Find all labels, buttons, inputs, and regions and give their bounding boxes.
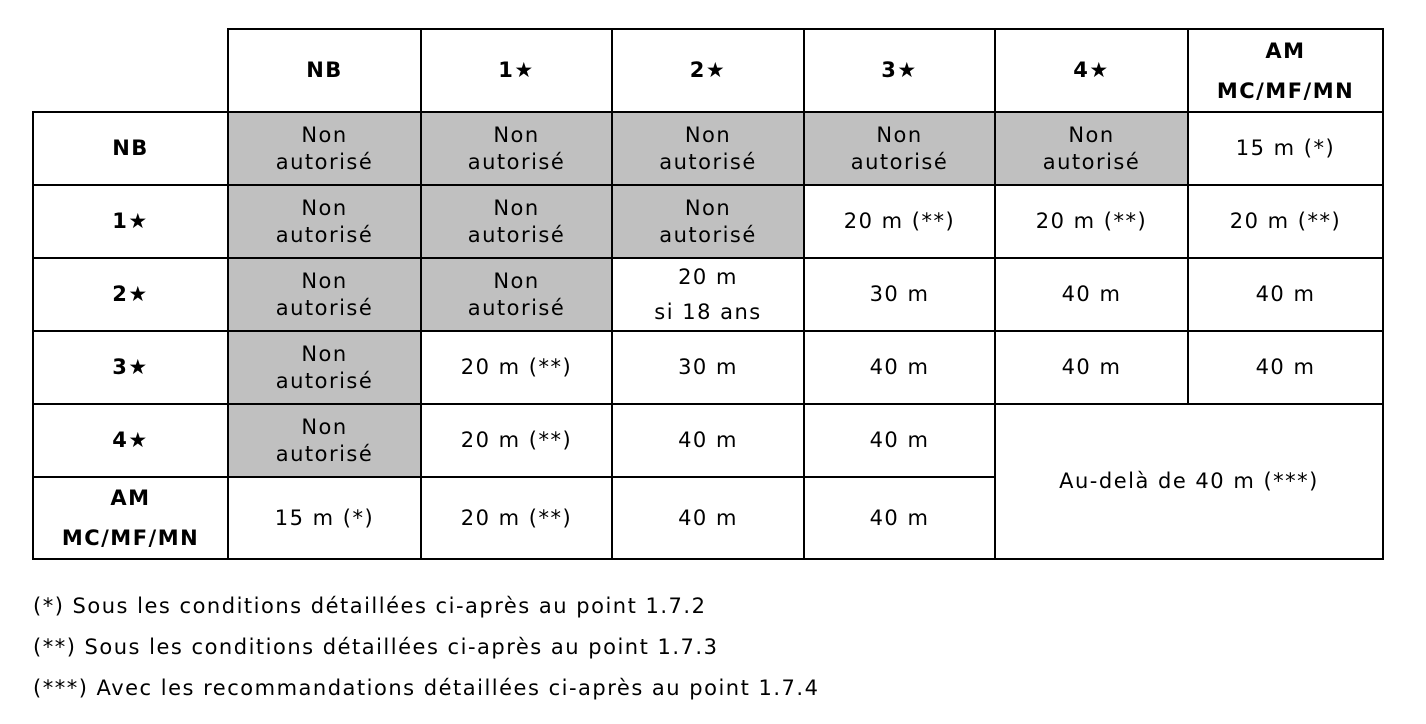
corner-cell [33, 29, 228, 112]
table-cell: 20 m (**) [804, 185, 995, 258]
column-header-text: AM MC/MF/MN [1216, 38, 1355, 103]
table-cell: 40 m [804, 331, 995, 404]
table-cell: 40 m [1188, 331, 1383, 404]
footnote: (*) Sous les conditions détaillées ci-après au point 1.7.2 [33, 594, 707, 618]
table-cell: 15 m (*) [228, 477, 421, 559]
row-header: NB [33, 112, 228, 185]
merged-cell: Au-delà de 40 m (***) [995, 404, 1383, 559]
row-header: 3★ [33, 331, 228, 404]
row-header-text: AM MC/MF/MN [61, 486, 200, 550]
table-cell: 20 m (**) [421, 404, 612, 477]
table-cell: 20 m (**) [421, 477, 612, 559]
table-cell: 40 m [612, 477, 804, 559]
table-cell: Non autorisé [612, 185, 804, 258]
table-row [33, 258, 1383, 331]
footnotes [33, 586, 819, 709]
footnote: (***) Avec les recommandations détaillées ci-après au point 1.7.4 [33, 676, 820, 700]
table-cell: 40 m [1188, 258, 1383, 331]
row-header: 1★ [33, 185, 228, 258]
row-header [33, 477, 228, 559]
table-cell: Non autorisé [421, 112, 612, 185]
table-cell: 40 m [995, 331, 1188, 404]
column-header: NB [228, 29, 421, 112]
table-cell: 20 m (**) [995, 185, 1188, 258]
table-cell: 30 m [612, 331, 804, 404]
table-cell: 40 m [995, 258, 1188, 331]
table-cell: Non autorisé [421, 185, 612, 258]
table-cell: 40 m [612, 404, 804, 477]
table-cell: Non autorisé [804, 112, 995, 185]
depth-authorization-table [32, 28, 1384, 560]
table-row [33, 404, 1383, 477]
table-row [33, 185, 1383, 258]
table-cell: Non autorisé [995, 112, 1188, 185]
row-header: 4★ [33, 404, 228, 477]
table-cell: 20 m (**) [421, 331, 612, 404]
header-row [33, 29, 1383, 112]
column-header [1188, 29, 1383, 112]
table-cell: 40 m [804, 477, 995, 559]
table-cell: 15 m (*) [1188, 112, 1383, 185]
footnote: (**) Sous les conditions détaillées ci-après au point 1.7.3 [33, 635, 719, 659]
column-header: 3★ [804, 29, 995, 112]
table-cell: 30 m [804, 258, 995, 331]
table-cell: 20 m si 18 ans [612, 258, 804, 331]
column-header: 4★ [995, 29, 1188, 112]
table-cell: Non autorisé [228, 258, 421, 331]
table-row [33, 331, 1383, 404]
table-cell: Non autorisé [612, 112, 804, 185]
column-header: 2★ [612, 29, 804, 112]
table-cell: Non autorisé [228, 185, 421, 258]
table-cell: 20 m (**) [1188, 185, 1383, 258]
table-cell: Non autorisé [228, 404, 421, 477]
row-header: 2★ [33, 258, 228, 331]
column-header: 1★ [421, 29, 612, 112]
table-cell: Non autorisé [228, 112, 421, 185]
table-cell: 40 m [804, 404, 995, 477]
table-row [33, 112, 1383, 185]
table-cell: Non autorisé [228, 331, 421, 404]
table-cell: Non autorisé [421, 258, 612, 331]
